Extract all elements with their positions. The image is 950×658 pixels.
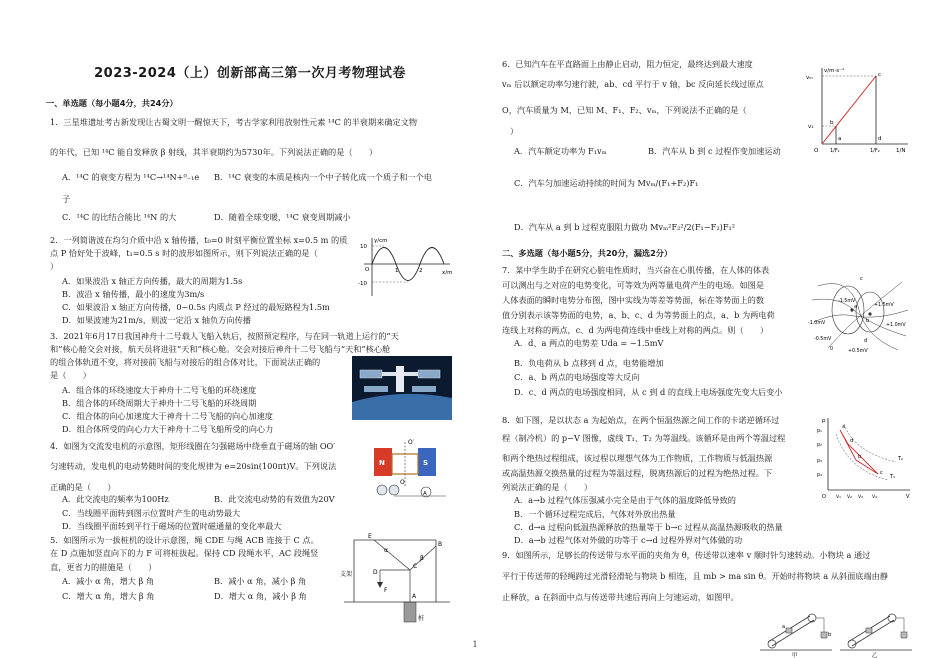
q8-option-b: B．一个循环过程完成后，气体对外放出热量 [514,509,676,519]
q4-option-d: D．当线圈平面转到平行于磁场的位置时磁通量的变化率最大 [62,521,282,531]
q8-label-v4: V₄ [872,495,877,500]
q2-option-b: B．波沿 x 轴传播，最小的速度为3m/s [62,289,205,299]
q6-label-b: b [830,120,834,126]
q6-label-v1: v₁ [808,124,814,130]
q5-label-e: E [368,533,372,540]
q1-option-c: C．¹⁴C 的比结合能比 ¹⁴N 的大 [62,212,177,222]
q6-stem-line3: O，汽车质量为 M，已知 M、F₁、F₂、vₘ，下列说法不正确的是（ [502,105,747,115]
q7-label-d: d [864,338,868,344]
q4-stem-line1: 4．如图为交流发电机的示意图，矩形线圈在匀强磁场中绕垂直于磁场的轴 OO′ [50,441,336,451]
q7-label-pos0-5: +0.5mV [848,349,868,354]
q7-stem-line1: 7．某中学生助手在研究心脏电性质时，当兴奋在心肌传播，在人体的体表 [502,265,770,275]
q6-stem-line2: vₘ 后以额定功率匀速行驶，ab、cd 平行于 v 轴，bc 反向延长线过原点 [502,79,764,89]
q9-label-yi: 乙 [872,653,878,658]
q8-stem-line2: 程（制冷机）的 p−V 图像，虚线 T₁、T₂ 为等温线。该循环是由两个等温过程 [502,433,786,443]
q6-label-vm: vₘ [806,75,813,81]
q5-pile [404,602,416,622]
q9-stem-line3: 止释放，a 在斜面中点与传送带共速后再向上匀速运动，如图甲。 [502,592,739,602]
q7-option-d: D．c、d 两点的电场强度相同，从 c 到 d 的直线上电场强度先变大后变小 [514,387,783,397]
q5-label-b: B [438,541,443,548]
q4-stem-line2: 匀速转动，发电机的电动势随时间的变化规律为 e=20sin(100πt)V。下列说法 [50,461,337,471]
q5-option-d: D．增大 α 角，减小 β 角 [214,591,307,601]
q7-label-neg0-5: -0.5mV [814,337,832,342]
q7-stem-line4: 值分别表示该等势面的电势，a、b、c、d 为等势面上的点，a、b 为两电荷 [502,310,775,320]
q8-label-p2: p₂ [817,443,822,448]
q5-pile-puller-figure [340,532,452,624]
q3-station-module [396,366,404,392]
q5-label-pile: 桩 [418,615,425,622]
q2-stem-line3: ） [50,261,59,271]
q3-option-d: D．组合体所受的向心力大于神舟十二号飞船所受的向心力 [62,424,274,434]
section-heading-single-choice: 一、单选题（每小题4分，共24分） [46,98,178,108]
q8-label-p3: p₃ [817,459,822,464]
q3-option-b: B．组合体的环绕周期大于神舟十二号飞船的环绕周期 [62,398,257,408]
q3-option-a: A．组合体的环绕速度大于神舟十二号飞船的环绕速度 [62,385,257,395]
q6-option-b: B．汽车从 b 到 c 过程作变加速运动 [648,146,781,156]
q1-stem-line1: 1．三星堆遗址考古新发现让古蜀文明一醒惊天下，考古学家利用放射性元素 ¹⁴C 的半衰期来确定文物 [50,117,418,127]
q7-label-neg1-5: -1.5mV [838,299,856,304]
q8-pv-diagram [814,414,914,500]
q1-option-b: B．¹⁴C 衰变的本质是核内一个中子转化成一个质子和一个电 [214,172,432,182]
q8-label-t1: T₁ [890,474,896,480]
q9-stem-line1: 9．如图所示，足够长的传送带与水平面的夹角为 θ，传送带以速率 v 顺时针匀速转动。小物块 a 通过 [502,550,871,560]
q6-label-invF2: 1/F₂ [870,148,880,154]
q5-rope-de [374,540,410,570]
q6-y-label: v/m·s⁻¹ [824,68,845,74]
q9-label-jia: 甲 [792,653,798,658]
q6-stem-line4: ） [510,126,519,136]
q1-option-d: D．随着全球变暖，¹⁴C 衰变周期减小 [214,212,351,222]
q3-stem-line2: 和”核心舱交会对接，航天员将进驻“天和”核心舱。交会对接后神舟十二号飞船与“天和”核心舱 [50,344,391,354]
q2-y-label: y/cm [374,238,388,244]
q3-spacecraft-photo [352,356,452,420]
q8-option-a: A．a→b 过程气体压强减小完全是由于气体的温度降低导致的 [514,495,736,505]
q5-stem-line3: 直，更省力的措施是（ ） [50,562,157,572]
q1-stem-line2: 的年代，已知 ¹⁴C 能自发释放 β 射线，其半衰期约为5730年。下列说法正确的是（ ） [50,147,378,157]
q5-option-a: A．减小 α 角，增大 β 角 [62,576,155,586]
q5-label-support: 支架 [340,571,353,578]
page-number: 1 [472,640,478,649]
q5-stem-line2: 在 D 点施加竖直向下的力 F 可将桩拔起。保持 CD 段绳水平，AC 段绳竖 [50,548,319,558]
q8-label-p4: p₄ [817,473,822,478]
q6-v-invF-graph [802,64,914,154]
q6-label-d: d [878,136,882,142]
q6-label-invF1: 1/F₁ [830,148,840,154]
q9-stem-line2: 平行于传送带的轻绳跨过光滑轻滑轮与物块 b 相连，且 mb > ma sin θ。开始时将物块 a 从斜面底端由静 [502,571,889,581]
q8-label-o: O [822,494,826,500]
q3-stem-line4: 是（ ） [50,370,91,380]
q7-label-a: a [854,304,858,310]
q2-x-label: x/m [442,270,453,276]
q7-option-a: A．d、a 两点的电势差 Uda = −1.5mV [514,338,664,348]
q4-option-c: C．当线圈平面转到图示位置时产生的电动势最大 [62,508,241,518]
q2-option-d: D．如果波速为21m/s，则波一定沿 x 轴负方向传播 [62,315,251,325]
q7-label-c: c [860,276,863,282]
q5-label-beta: β [420,555,424,562]
q9-conveyor-figures [760,608,916,658]
q2-option-a: A．如果波沿 x 轴正方向传播，最大的周期为1.5s [62,276,243,286]
q6-label-a: a [838,136,842,142]
q7-stem-line5: 连线上对称的两点，c、d 为两电荷连线中垂线上对称的两点。则（ ） [502,325,769,335]
q4-label-o: O [400,479,405,486]
q7-option-b: B．负电荷从 b 点移到 d 点，电势能增加 [514,358,664,368]
q8-label-a: a [842,424,846,430]
q6-label-o: O [814,148,819,154]
q5-label-a: A [412,593,417,600]
q8-label-p: p [822,418,826,424]
q5-stem-line1: 5．如图所示为一拔桩机的设计示意图，绳 CDE 与绳 ACB 连接于 C 点。 [50,535,319,545]
q4-generator-figure [360,438,452,504]
q7-stem-line3: 人体表面的瞬时电势分布图，图中实线为等差等势面，标在等势面上的数 [502,295,765,305]
q4-option-a: A．此交流电的频率为100Hz [62,494,169,504]
q5-option-b: B．减小 α 角，减小 β 角 [214,576,307,586]
q2-tick-10: 10 [360,244,367,250]
q6-label-c: c [878,72,882,78]
section-heading-multi-choice: 二、多选题（每小题5分，共20分，漏选2分） [502,248,673,258]
q6-option-c: C．汽车匀加速运动持续的时间为 Mvₘ/(F₁+F₂)F₁ [514,178,699,188]
q4-label-a: A [423,491,427,497]
q2-stem-line2: 点 P 恰好处于波峰，t₁=0.5 s 时的波形如图所示，则下列说法正确的是（ [50,248,318,258]
q7-label-zero: 0 [830,347,834,352]
q5-label-d: D [373,569,378,576]
q2-stem-line1: 2．一列简谐波在均匀介质中沿 x 轴传播，t₀=0 时刻平衡位置坐标 x=0.5 m 的质 [50,235,348,245]
q2-tick-1: 1 [395,268,399,274]
paper-title: 2023-2024（上）创新部高三第一次月考物理试卷 [94,66,406,81]
q2-option-c: C．如果波沿 x 轴正方向传播，0~0.5s 内质点 P 经过的最短路程为1.5m [62,302,330,312]
q2-tick-2: 2 [419,268,423,274]
q5-label-c: C [413,563,418,570]
q6-option-a: A．汽车额定功率为 F₁vₘ [514,146,607,156]
q6-option-d: D．汽车从 a 到 b 过程克服阻力做功 Mvₘ²F₂²/2(F₁−F₂)F₁² [514,222,736,232]
q3-stem-line1: 3．2021年6月17日我国神舟十二号载人飞船入轨后，按照预定程序，与在同一轨道上运行的“天 [50,331,399,341]
q7-label-pos1-5: +1.5mV [874,303,894,308]
q1-option-b-cont: 子 [62,194,71,204]
q8-cycle [840,430,878,474]
q5-option-c: C．增大 α 角，增大 β 角 [62,591,155,601]
q6-line-bc [822,76,876,144]
q7-stem-line2: 可以测出与之对应的电势变化，可等效为两等量电荷产生的电场。如图是 [502,280,765,290]
q8-label-t2: T₂ [898,456,904,462]
q8-option-d: D．a→b 过程气体对外做的功等于 c→d 过程外界对气体做的功 [514,535,743,545]
q7-label-b: b [866,318,870,324]
q8-stem-line4: 或高温热源交换热量的过程为等温过程，脱离热源后的过程为绝热过程。下 [502,468,773,478]
q8-label-b: b [858,454,862,460]
q3-stem-line3: 的组合体轨道不变，将对接前飞船与对接后的组合体对比，下面说法正确的 [50,357,321,367]
q5-label-f: F [384,587,388,594]
q8-stem-line3: 和两个绝热过程组成，该过程以理想气体为工作物质，工作物质与低温热源 [502,453,773,463]
q8-stem-line5: 列说法正确的是（ ） [502,482,593,492]
q7-label-pos1-0: +1.0mV [886,323,906,328]
q8-label-p1: p₁ [817,429,822,434]
q1-option-a: A．¹⁴C 的衰变方程为 ¹⁴C→¹⁴N+⁰₋₁e [62,172,200,182]
q4-option-b: B．此交流电动势的有效值为20V [214,494,335,504]
q8-label-v3: V₃ [858,495,863,500]
q3-option-c: C．组合体的向心加速度大于神舟十二号飞船的向心加速度 [62,411,273,421]
q4-label-n: N [379,459,385,467]
q9-label-b: b [828,632,832,638]
q4-stem-line3: 正确的是（ ） [50,482,116,492]
q8-label-v: V [906,494,910,500]
q8-label-v1: V₁ [836,495,841,500]
q6-x-label: 1/N [896,148,906,154]
q7-label-neg1-0: -1.0mV [808,321,826,326]
q2-wave-figure [352,234,454,300]
q5-label-alpha: α [384,547,388,554]
q4-label-o-prime: O′ [408,439,415,446]
q8-option-c: C．d→a 过程向低温热源释放的热量等于 b→c 过程从高温热源吸收的热量 [514,522,783,532]
q2-tick-origin: O [365,267,370,273]
q8-label-v2: V₂ [847,495,852,500]
q7-option-c: C．a、b 两点的电场强度等大反向 [514,372,640,382]
q9-label-a: a [782,624,786,630]
q7-potential-map [808,266,912,356]
q2-tick-neg10: -10 [358,281,367,287]
q6-stem-line1: 6．已知汽车在平直路面上由静止启动，阻力恒定，最终达到最大速度 [502,59,753,69]
q8-label-c: c [880,470,883,476]
q8-stem-line1: 8．如下图，是以状态 a 为起始点，在两个恒温热源之间工作的卡诺逆循环过 [502,415,780,425]
q8-label-d: d [850,438,854,444]
q4-label-s: S [423,459,429,467]
